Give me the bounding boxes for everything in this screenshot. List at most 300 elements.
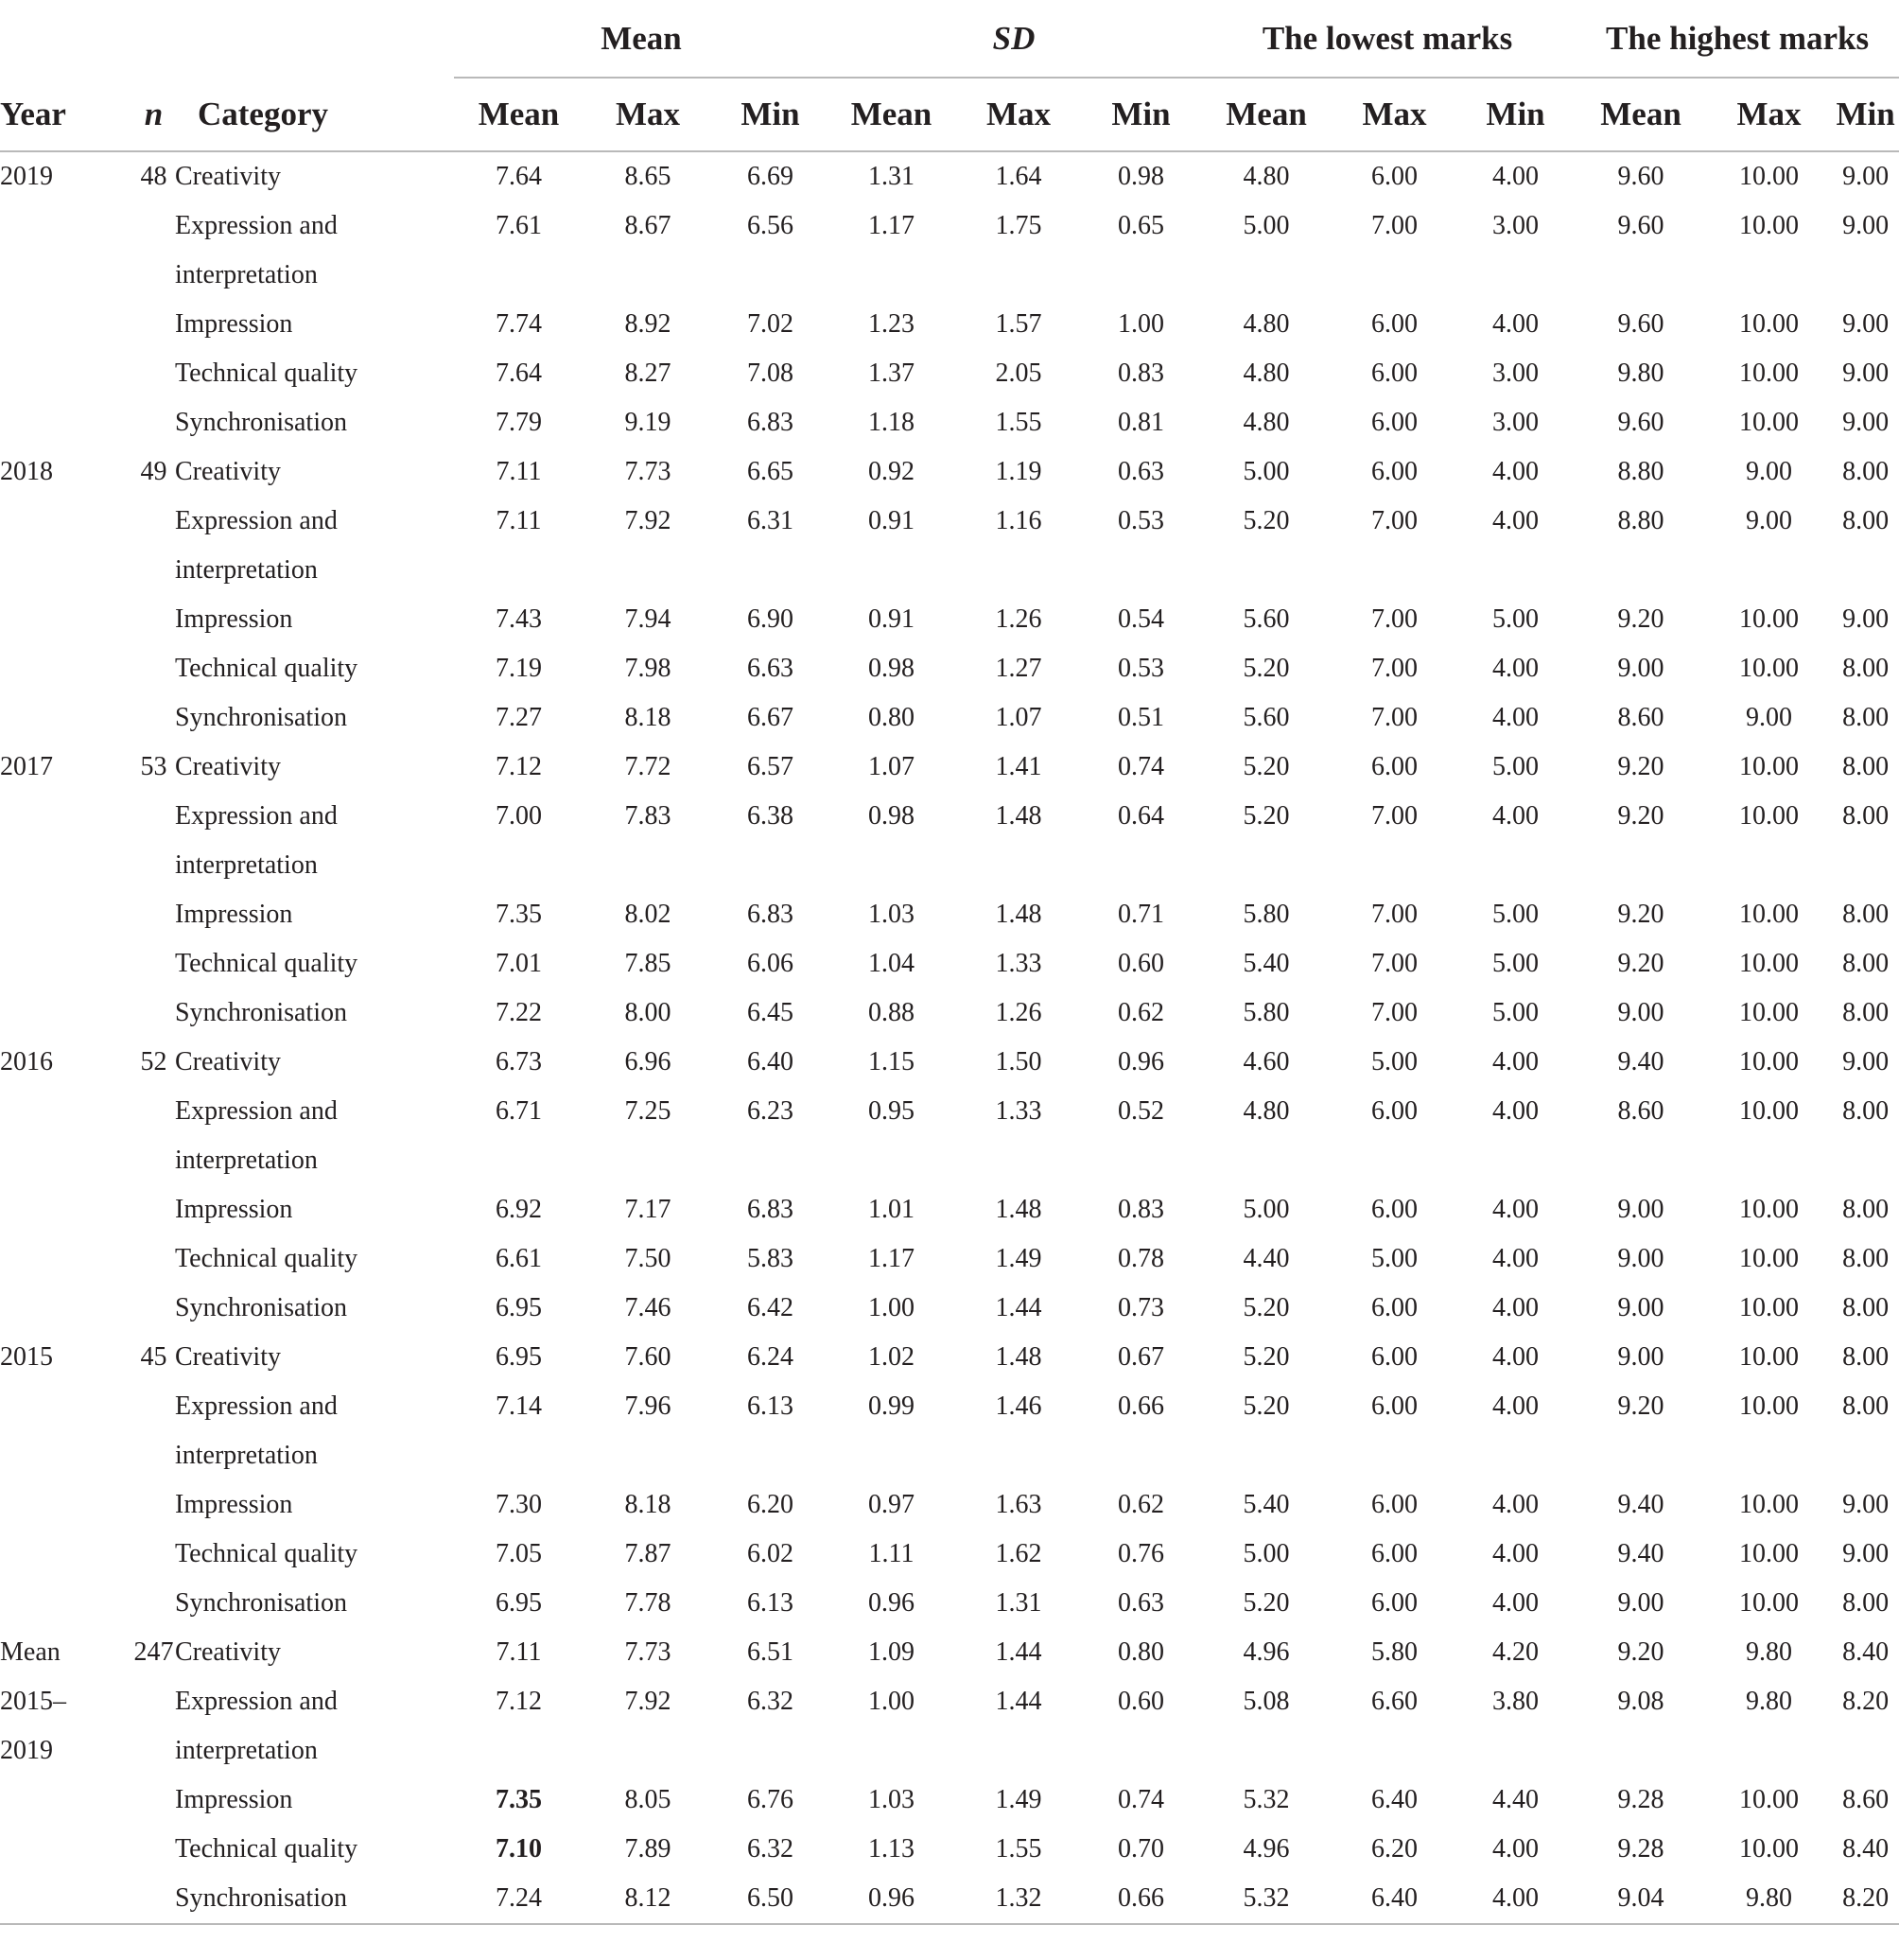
- cell-mean-mean: 7.64: [496, 359, 542, 388]
- cell-lowest-max: 7.00: [1371, 506, 1419, 535]
- cell-year: [0, 251, 132, 300]
- cell-sd-mean: 0.95: [868, 1096, 915, 1126]
- cell-lowest-min: 4.00: [1492, 703, 1540, 732]
- cell-n: [132, 349, 175, 398]
- cell-lowest-max: 6.00: [1371, 1588, 1419, 1618]
- cell-lowest-mean: 4.80: [1243, 1096, 1290, 1126]
- cell-mean-min: 6.06: [747, 949, 793, 978]
- cell-year: [0, 201, 132, 251]
- cell-mean-mean: [454, 546, 584, 595]
- cell-mean-max: 9.19: [624, 408, 671, 437]
- cell-highest-mean: 9.20: [1617, 900, 1664, 929]
- cell-mean-max: 8.27: [624, 359, 671, 388]
- cell-highest-min: 8.00: [1842, 1293, 1890, 1322]
- cell-sd-mean: 1.01: [868, 1195, 915, 1224]
- cell-mean-min: 6.13: [747, 1588, 793, 1618]
- table-body: [0, 151, 1899, 1924]
- cell-sd-min: 0.83: [1118, 1195, 1165, 1224]
- cell-sd-mean: [828, 841, 954, 890]
- column-header-highest-max: Max: [1706, 78, 1832, 151]
- cell-sd-min: 0.63: [1118, 457, 1165, 486]
- table-row: [0, 546, 1899, 595]
- cell-highest-mean: 9.00: [1617, 1293, 1664, 1322]
- cell-category: Synchronisation: [175, 1874, 454, 1924]
- cell-highest-min: 9.00: [1842, 1490, 1890, 1519]
- cell-highest-min: 8.00: [1842, 506, 1890, 535]
- cell-mean-mean: 7.05: [496, 1539, 542, 1568]
- cell-highest-min: [1832, 1726, 1899, 1776]
- cell-category: Impression: [175, 1195, 293, 1224]
- cell-sd-mean: 1.17: [868, 1244, 915, 1273]
- cell-n: [132, 644, 175, 693]
- cell-lowest-min: 4.00: [1492, 1047, 1540, 1076]
- cell-lowest-max: 7.00: [1371, 604, 1419, 634]
- cell-highest-mean: 9.80: [1617, 359, 1664, 388]
- cell-category: Technical quality: [175, 1834, 358, 1864]
- cell-n: [132, 1136, 175, 1185]
- cell-sd-max: 1.19: [995, 457, 1042, 486]
- cell-highest-mean: 9.60: [1617, 211, 1664, 240]
- cell-highest-min: 8.20: [1842, 1687, 1890, 1716]
- cell-sd-min: 0.67: [1118, 1342, 1165, 1372]
- cell-sd-mean: 1.03: [868, 900, 915, 929]
- cell-lowest-min: [1455, 546, 1576, 595]
- cell-mean-mean: 6.92: [496, 1195, 542, 1224]
- cell-highest-min: 8.00: [1842, 949, 1890, 978]
- cell-sd-max: 1.33: [995, 949, 1042, 978]
- cell-highest-min: 8.40: [1842, 1834, 1890, 1864]
- cell-mean-min: 6.90: [747, 604, 793, 634]
- table-row: [0, 1776, 1899, 1825]
- cell-year: 2019: [0, 162, 53, 191]
- cell-lowest-min: [1455, 1431, 1576, 1480]
- cell-highest-mean: 9.28: [1617, 1834, 1664, 1864]
- cell-lowest-mean: 5.08: [1243, 1687, 1290, 1716]
- cell-mean-mean: [454, 251, 584, 300]
- cell-n: [132, 1776, 175, 1825]
- cell-sd-min: 0.74: [1118, 1785, 1165, 1814]
- cell-highest-min: 8.00: [1842, 457, 1890, 486]
- cell-sd-min: 0.66: [1118, 1391, 1165, 1421]
- cell-sd-min: 0.54: [1118, 604, 1165, 634]
- table-row: [0, 693, 1899, 743]
- cell-n: [132, 890, 175, 939]
- cell-mean-max: 8.18: [624, 1490, 671, 1519]
- cell-highest-max: 9.80: [1746, 1687, 1793, 1716]
- cell-category: Creativity: [175, 162, 281, 191]
- cell-n: [132, 546, 175, 595]
- cell-category: Synchronisation: [175, 1588, 347, 1618]
- cell-lowest-mean: 5.40: [1243, 1490, 1290, 1519]
- cell-highest-min: 8.00: [1842, 1244, 1890, 1273]
- cell-highest-max: 10.00: [1739, 801, 1800, 831]
- table-row: [0, 1825, 1899, 1874]
- cell-sd-min: 0.53: [1118, 506, 1165, 535]
- cell-year: [0, 1185, 132, 1234]
- cell-year: 2015: [0, 1342, 53, 1372]
- table-row: [0, 1677, 1899, 1726]
- cell-highest-mean: 9.40: [1617, 1490, 1664, 1519]
- cell-lowest-min: 4.00: [1492, 1244, 1540, 1273]
- cell-mean-min: 6.40: [747, 1047, 793, 1076]
- cell-sd-mean: 1.11: [868, 1539, 915, 1568]
- column-header-row: [0, 78, 1899, 151]
- cell-mean-max: 7.83: [624, 801, 671, 831]
- cell-category: Expression and: [175, 211, 338, 240]
- cell-mean-max: 7.25: [624, 1096, 671, 1126]
- table-row: [0, 1038, 1899, 1087]
- cell-year: [0, 693, 132, 743]
- cell-lowest-max: [1333, 1726, 1455, 1776]
- cell-year: [0, 890, 132, 939]
- cell-mean-mean: 7.64: [496, 162, 542, 191]
- cell-lowest-mean: 4.96: [1243, 1637, 1290, 1667]
- cell-highest-max: 9.80: [1706, 1874, 1832, 1924]
- cell-mean-max: 7.89: [624, 1834, 671, 1864]
- cell-highest-mean: 9.40: [1617, 1539, 1664, 1568]
- column-header-year: Year: [0, 78, 132, 151]
- cell-lowest-max: 6.20: [1371, 1834, 1419, 1864]
- cell-n: [132, 251, 175, 300]
- cell-category: Creativity: [175, 457, 281, 486]
- cell-lowest-mean: 5.20: [1243, 1391, 1290, 1421]
- cell-mean-mean: 6.71: [496, 1096, 542, 1126]
- table-row: [0, 497, 1899, 546]
- cell-mean-mean: 7.24: [454, 1874, 584, 1924]
- cell-highest-max: 10.00: [1739, 1293, 1800, 1322]
- cell-sd-min: 0.60: [1118, 1687, 1165, 1716]
- cell-mean-max: 7.46: [624, 1293, 671, 1322]
- cell-lowest-mean: [1199, 1431, 1333, 1480]
- cell-lowest-max: 7.00: [1371, 211, 1419, 240]
- cell-category: Technical quality: [175, 1539, 358, 1568]
- cell-n: [132, 792, 175, 841]
- cell-lowest-min: [1455, 841, 1576, 890]
- cell-highest-mean: 9.40: [1617, 1047, 1664, 1076]
- cell-year: Mean: [0, 1637, 61, 1667]
- cell-sd-mean: 1.04: [868, 949, 915, 978]
- cell-year: [0, 841, 132, 890]
- cell-year: [0, 1480, 132, 1530]
- cell-n: [132, 1087, 175, 1136]
- cell-highest-min: 8.00: [1842, 654, 1890, 683]
- cell-lowest-min: 4.20: [1492, 1637, 1540, 1667]
- cell-lowest-min: 5.00: [1492, 604, 1540, 634]
- cell-highest-max: 10.00: [1739, 309, 1800, 339]
- cell-mean-mean: 7.01: [496, 949, 542, 978]
- cell-highest-max: 10.00: [1739, 1539, 1800, 1568]
- cell-mean-max: 7.78: [624, 1588, 671, 1618]
- cell-sd-max: 1.26: [995, 604, 1042, 634]
- cell-lowest-mean: 4.96: [1243, 1834, 1290, 1864]
- table-row: [0, 1874, 1899, 1924]
- cell-sd-max: 1.57: [995, 309, 1042, 339]
- cell-highest-mean: 9.20: [1617, 801, 1664, 831]
- cell-highest-max: 9.00: [1746, 457, 1793, 486]
- cell-lowest-mean: [1199, 841, 1333, 890]
- cell-mean-max: 8.92: [624, 309, 671, 339]
- cell-sd-max: 1.50: [995, 1047, 1042, 1076]
- cell-mean-min: 6.23: [747, 1096, 793, 1126]
- cell-highest-max: [1706, 1726, 1832, 1776]
- cell-mean-max: [584, 1136, 712, 1185]
- cell-sd-max: 1.49: [995, 1785, 1042, 1814]
- cell-mean-mean: [454, 1136, 584, 1185]
- cell-sd-max: 1.26: [995, 998, 1042, 1027]
- cell-mean-mean: 7.43: [496, 604, 542, 634]
- cell-highest-min: 8.00: [1842, 752, 1890, 781]
- cell-sd-max: 1.31: [995, 1588, 1042, 1618]
- cell-highest-mean: 9.00: [1617, 998, 1664, 1027]
- cell-category: Technical quality: [175, 654, 358, 683]
- cell-lowest-max: 6.00: [1371, 1342, 1419, 1372]
- cell-highest-max: 10.00: [1739, 1490, 1800, 1519]
- cell-lowest-max: 7.00: [1371, 703, 1419, 732]
- cell-sd-mean: 0.92: [868, 457, 915, 486]
- cell-year: [0, 398, 132, 447]
- cell-highest-max: 10.00: [1739, 1785, 1800, 1814]
- cell-highest-mean: 9.28: [1617, 1785, 1664, 1814]
- cell-highest-max: 10.00: [1739, 1195, 1800, 1224]
- cell-highest-mean: [1576, 1136, 1706, 1185]
- cell-mean-max: [584, 1726, 712, 1776]
- cell-mean-min: 6.02: [747, 1539, 793, 1568]
- cell-sd-max: 1.41: [995, 752, 1042, 781]
- cell-sd-mean: 1.02: [868, 1342, 915, 1372]
- group-header-mean: Mean: [601, 19, 682, 57]
- cell-sd-max: [954, 841, 1083, 890]
- cell-lowest-min: 4.00: [1492, 1195, 1540, 1224]
- cell-sd-min: [1083, 546, 1199, 595]
- cell-sd-max: 1.48: [995, 1195, 1042, 1224]
- cell-sd-min: 0.64: [1118, 801, 1165, 831]
- cell-category: Synchronisation: [175, 703, 347, 732]
- cell-sd-min: 0.80: [1118, 1637, 1165, 1667]
- cell-highest-min: 9.00: [1842, 1539, 1890, 1568]
- cell-highest-max: 10.00: [1739, 1834, 1800, 1864]
- cell-mean-mean: 7.27: [496, 703, 542, 732]
- cell-sd-max: 1.55: [995, 408, 1042, 437]
- cell-highest-min: 8.00: [1842, 900, 1890, 929]
- cell-year: [0, 1136, 132, 1185]
- cell-sd-min: 0.96: [1118, 1047, 1165, 1076]
- column-header-sd-max: Max: [954, 78, 1083, 151]
- cell-year: [0, 792, 132, 841]
- cell-mean-mean: 7.19: [496, 654, 542, 683]
- cell-sd-mean: 0.97: [868, 1490, 915, 1519]
- cell-n: 48: [140, 162, 167, 191]
- cell-highest-mean: 9.20: [1617, 1637, 1664, 1667]
- cell-lowest-min: 3.00: [1492, 211, 1540, 240]
- cell-mean-max: 7.73: [624, 457, 671, 486]
- cell-mean-mean: 6.73: [496, 1047, 542, 1076]
- cell-sd-max: 1.48: [995, 1342, 1042, 1372]
- cell-highest-max: 10.00: [1739, 1391, 1800, 1421]
- cell-lowest-max: [1333, 841, 1455, 890]
- cell-highest-min: 9.00: [1842, 211, 1890, 240]
- cell-lowest-mean: 5.60: [1243, 703, 1290, 732]
- cell-sd-max: [954, 251, 1083, 300]
- cell-mean-mean: 7.00: [496, 801, 542, 831]
- cell-sd-mean: 0.96: [828, 1874, 954, 1924]
- cell-lowest-mean: 5.20: [1243, 654, 1290, 683]
- cell-n: [132, 1726, 175, 1776]
- cell-highest-mean: 8.60: [1617, 1096, 1664, 1126]
- cell-sd-mean: 1.15: [868, 1047, 915, 1076]
- cell-mean-min: 7.08: [747, 359, 793, 388]
- cell-mean-max: 7.87: [624, 1539, 671, 1568]
- cell-sd-min: [1083, 1136, 1199, 1185]
- cell-highest-mean: [1576, 251, 1706, 300]
- cell-sd-min: 0.63: [1118, 1588, 1165, 1618]
- cell-mean-min: [712, 1726, 828, 1776]
- table-row: [0, 1234, 1899, 1284]
- cell-n: 53: [140, 752, 167, 781]
- cell-category: Synchronisation: [175, 998, 347, 1027]
- cell-lowest-min: 3.80: [1492, 1687, 1540, 1716]
- cell-lowest-max: 6.00: [1371, 359, 1419, 388]
- cell-mean-min: [712, 1136, 828, 1185]
- table-row: [0, 644, 1899, 693]
- cell-mean-max: 6.96: [624, 1047, 671, 1076]
- cell-category: interpretation: [175, 1736, 318, 1765]
- cell-sd-max: 1.46: [995, 1391, 1042, 1421]
- cell-mean-min: 6.83: [747, 900, 793, 929]
- cell-sd-max: 1.44: [995, 1687, 1042, 1716]
- cell-mean-max: 7.73: [624, 1637, 671, 1667]
- table-row: [0, 1579, 1899, 1628]
- cell-lowest-min: 4.00: [1492, 1293, 1540, 1322]
- group-header-row: [0, 0, 1899, 78]
- cell-sd-min: 0.51: [1118, 703, 1165, 732]
- cell-mean-min: 5.83: [747, 1244, 793, 1273]
- cell-sd-max: [954, 546, 1083, 595]
- cell-n: [132, 1825, 175, 1874]
- cell-sd-min: 0.78: [1118, 1244, 1165, 1273]
- cell-highest-max: 10.00: [1739, 211, 1800, 240]
- cell-mean-mean: 6.95: [496, 1293, 542, 1322]
- cell-sd-max: [954, 1431, 1083, 1480]
- cell-n: [132, 1530, 175, 1579]
- cell-sd-mean: 1.00: [868, 1293, 915, 1322]
- cell-mean-mean: 7.35: [496, 1785, 542, 1814]
- table-row: [0, 151, 1899, 201]
- cell-lowest-mean: 5.80: [1243, 998, 1290, 1027]
- cell-sd-max: 1.62: [995, 1539, 1042, 1568]
- cell-lowest-mean: 5.20: [1243, 1342, 1290, 1372]
- cell-n: [132, 300, 175, 349]
- cell-n: [132, 1185, 175, 1234]
- cell-highest-mean: [1576, 1726, 1706, 1776]
- cell-lowest-max: 6.00: [1371, 1490, 1419, 1519]
- cell-year: [0, 1087, 132, 1136]
- cell-mean-min: 6.20: [747, 1490, 793, 1519]
- cell-lowest-min: 4.00: [1492, 1096, 1540, 1126]
- cell-lowest-max: 5.00: [1371, 1047, 1419, 1076]
- cell-lowest-max: 7.00: [1371, 654, 1419, 683]
- cell-sd-min: 0.62: [1118, 998, 1165, 1027]
- cell-highest-max: 10.00: [1739, 1047, 1800, 1076]
- cell-category: Technical quality: [175, 359, 358, 388]
- cell-lowest-min: 5.00: [1492, 752, 1540, 781]
- cell-highest-min: 8.00: [1842, 1391, 1890, 1421]
- cell-sd-min: 0.53: [1118, 654, 1165, 683]
- cell-highest-max: 10.00: [1739, 1096, 1800, 1126]
- cell-sd-min: [1083, 1431, 1199, 1480]
- cell-category: Expression and: [175, 801, 338, 831]
- cell-lowest-max: [1333, 546, 1455, 595]
- cell-sd-max: 1.63: [995, 1490, 1042, 1519]
- cell-n: [132, 1480, 175, 1530]
- cell-lowest-min: [1455, 251, 1576, 300]
- cell-n: [132, 1677, 175, 1726]
- cell-sd-mean: [828, 1136, 954, 1185]
- cell-lowest-min: 4.00: [1492, 801, 1540, 831]
- cell-sd-mean: 0.88: [868, 998, 915, 1027]
- cell-category: Expression and: [175, 1391, 338, 1421]
- cell-year: 2016: [0, 1047, 53, 1076]
- cell-lowest-min: 4.00: [1455, 1874, 1576, 1924]
- cell-sd-max: 1.16: [995, 506, 1042, 535]
- cell-lowest-max: [1333, 1431, 1455, 1480]
- cell-highest-mean: 9.04: [1576, 1874, 1706, 1924]
- cell-mean-mean: 7.10: [496, 1834, 542, 1864]
- cell-category: interpretation: [175, 1441, 318, 1470]
- group-header-sd: SD: [992, 19, 1036, 57]
- cell-highest-min: 8.60: [1842, 1785, 1890, 1814]
- cell-mean-mean: 7.14: [496, 1391, 542, 1421]
- cell-lowest-max: 7.00: [1371, 998, 1419, 1027]
- cell-mean-min: 6.38: [747, 801, 793, 831]
- cell-highest-min: 8.00: [1842, 1342, 1890, 1372]
- cell-n: [132, 1431, 175, 1480]
- cell-lowest-max: [1333, 251, 1455, 300]
- cell-lowest-min: 4.00: [1492, 162, 1540, 191]
- cell-n: [132, 939, 175, 989]
- table-row: [0, 595, 1899, 644]
- table-row: [0, 1530, 1899, 1579]
- cell-category: Expression and: [175, 506, 338, 535]
- cell-lowest-max: 6.00: [1371, 408, 1419, 437]
- column-header-highest-mean: Mean: [1576, 78, 1706, 151]
- cell-highest-mean: [1576, 546, 1706, 595]
- cell-category: Impression: [175, 309, 293, 339]
- cell-mean-mean: 6.95: [496, 1342, 542, 1372]
- cell-highest-max: [1706, 1136, 1832, 1185]
- cell-mean-min: 6.32: [747, 1834, 793, 1864]
- cell-lowest-min: 4.00: [1492, 1342, 1540, 1372]
- cell-lowest-max: [1333, 1136, 1455, 1185]
- cell-highest-min: 9.00: [1842, 162, 1890, 191]
- cell-sd-mean: 1.13: [868, 1834, 915, 1864]
- cell-sd-min: 0.73: [1118, 1293, 1165, 1322]
- cell-sd-mean: 1.00: [868, 1687, 915, 1716]
- group-header-highest-marks: The highest marks: [1606, 19, 1870, 57]
- cell-year: 2015–: [0, 1687, 66, 1716]
- cell-lowest-min: 4.00: [1492, 309, 1540, 339]
- cell-highest-max: [1706, 546, 1832, 595]
- cell-sd-min: 0.83: [1118, 359, 1165, 388]
- cell-lowest-min: 4.40: [1492, 1785, 1540, 1814]
- cell-sd-max: 2.05: [995, 359, 1042, 388]
- cell-sd-mean: 1.23: [868, 309, 915, 339]
- cell-highest-mean: 9.00: [1617, 1588, 1664, 1618]
- cell-year: [0, 300, 132, 349]
- column-header-category: Category: [175, 78, 454, 151]
- cell-sd-mean: [828, 1726, 954, 1776]
- cell-sd-mean: 0.91: [868, 604, 915, 634]
- cell-mean-min: [712, 251, 828, 300]
